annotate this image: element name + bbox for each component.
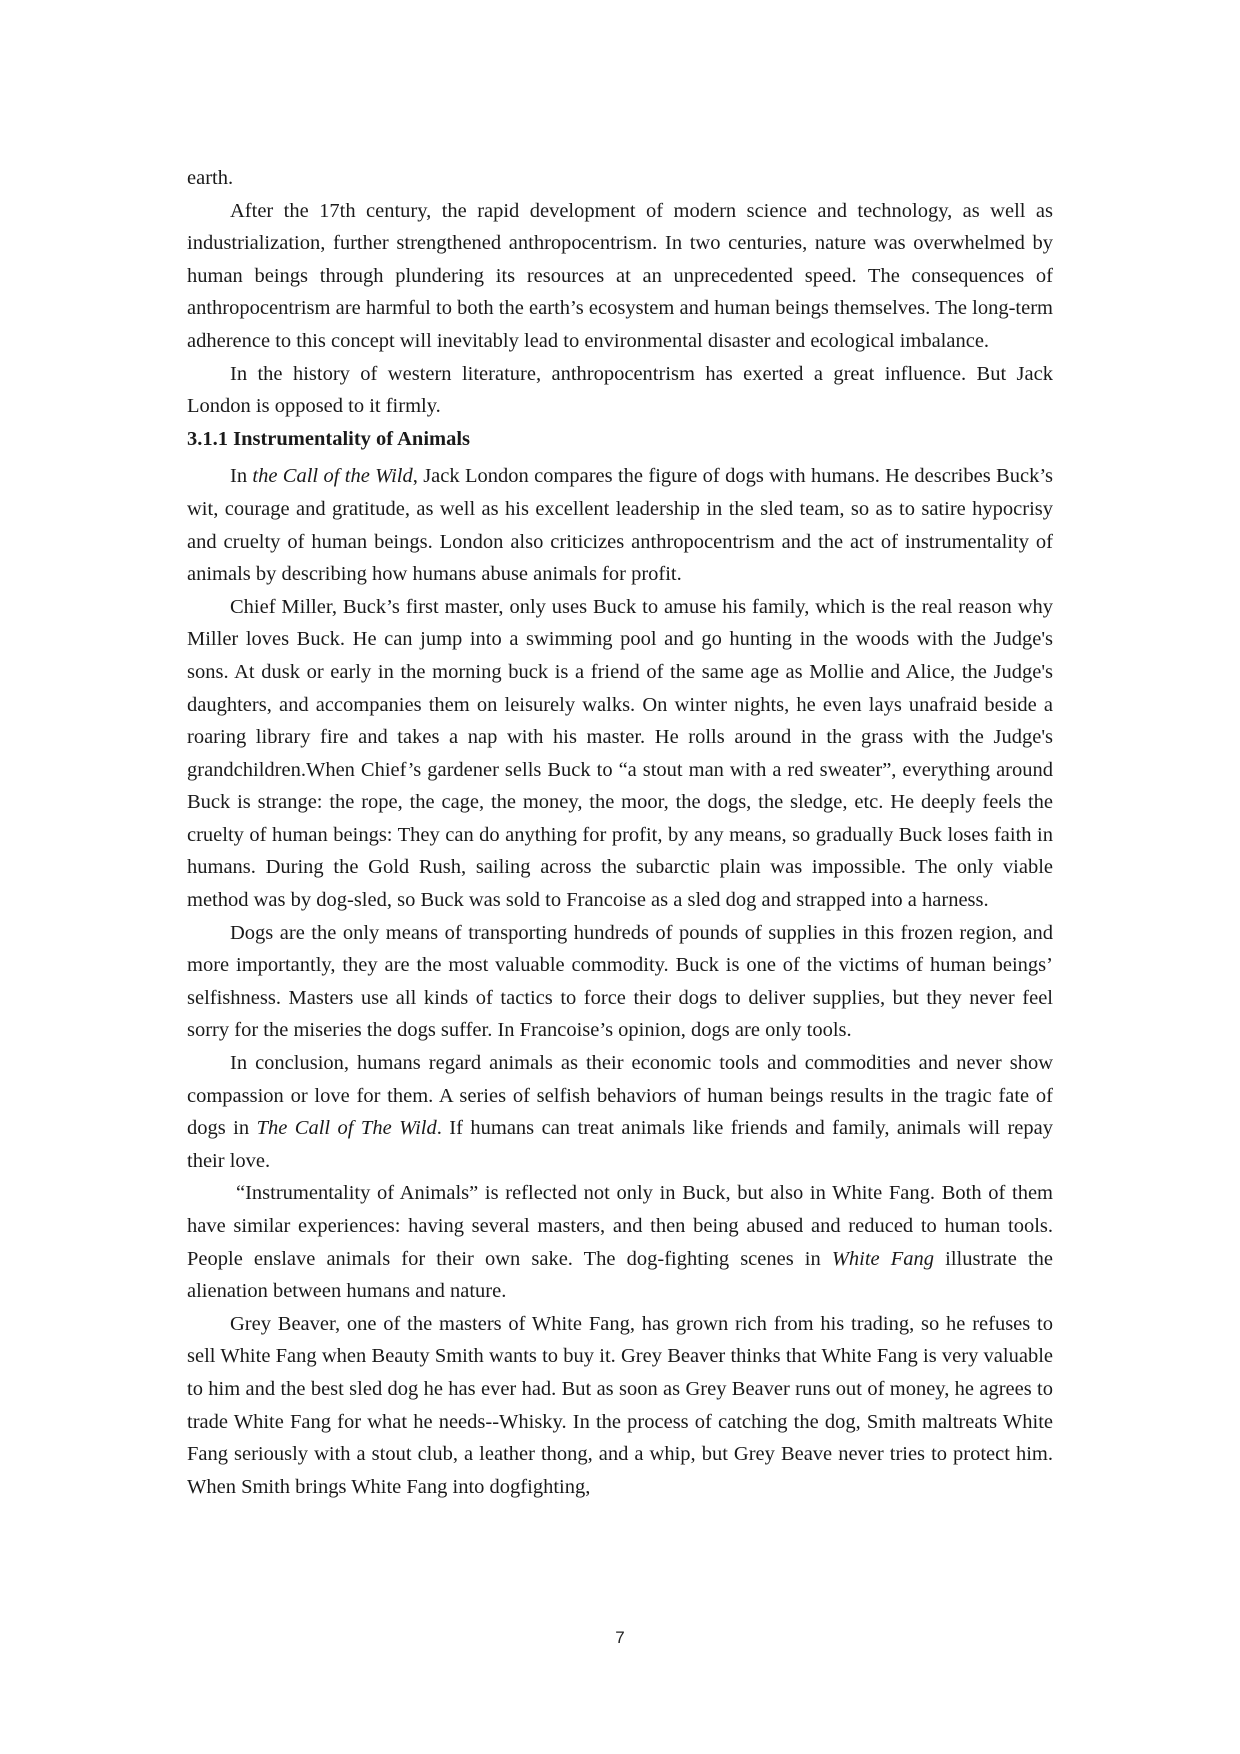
text-run: “Instrumentality of Animals” is reflected not only in Buck, but also in White Fang. Both of them have similar experiences: having several masters, and then being abused and reduced to human tools. People enslave animals for their own sake. The dog-fighting scenes in: [187, 1182, 1053, 1270]
section-heading: 3.1.1 Instrumentality of Animals: [187, 427, 471, 450]
paragraph-conclusion: [187, 1047, 1053, 1177]
paragraph-white-fang-instrumentality: [187, 1177, 1053, 1307]
text-run: . If humans can treat animals like friends and family, animals will repay their love.: [187, 1117, 1053, 1172]
text-run: In: [230, 465, 253, 488]
continuation-line: earth.: [187, 167, 234, 189]
book-title: White Fang: [831, 1247, 935, 1270]
paragraph-grey-beaver: Grey Beaver, one of the masters of White Fang, has grown rich from his trading, so he refuses to sell White Fang when Beauty Smith wants to buy it. Grey Beaver thinks that White Fang is very valuable to him and the best sled dog he has ever had. But as soon as Grey Beaver runs out of money, he agrees to trade White Fang for what he needs--Whisky. In the process of catching the dog, Smith maltreats White Fang seriously with a stout club, a leather thong, and a whip, but Grey Beave never tries to protect him. When Smith brings White Fang into dogfighting,: [187, 1312, 1053, 1498]
body-text: [187, 162, 1053, 1503]
paragraph-chief-miller: Chief Miller, Buck’s first master, only uses Buck to amuse his family, which is the real reason why Miller loves Buck. He can jump into a swimming pool and go hunting in the woods with the Judge's sons. At dusk or early in the morning buck is a friend of the same age as Mollie and Alice, the Judge's daughters, and accompanies them on leisurely walks. On winter nights, he even lays unafraid beside a roaring library fire and takes a nap with his master. He rolls around in the grass with the Judge's grandchildren.When Chief’s gardener sells Buck to “a stout man with a red sweater”, everything around Buck is strange: the rope, the cage, the money, the moor, the dogs, the sledge, etc. He deeply feels the cruelty of human beings: They can do anything for profit, by any means, so gradually Buck loses faith in humans. During the Gold Rush, sailing across the subarctic plain was impossible. The only viable method was by dog-sled, so Buck was sold to Francoise as a sled dog and strapped into a harness.: [187, 595, 1053, 912]
text-run: In conclusion, humans regard animals as their economic tools and commodities and never show compassion or love for them. A series of selfish behaviors of human beings results in the tragic fate of dogs in: [187, 1052, 1053, 1140]
paragraph-western-literature: In the history of western literature, anthropocentrism has exerted a great influence. But Jack London is opposed to it firmly.: [187, 362, 1053, 418]
book-title: The Call of The Wild: [256, 1117, 437, 1140]
page-number: 7: [615, 1628, 625, 1647]
text-run: illustrate the alienation between humans and nature.: [187, 1247, 1053, 1303]
book-title: the Call of the Wild: [252, 465, 413, 488]
paragraph-call-of-the-wild: [187, 460, 1053, 590]
text-run: , Jack London compares the figure of dogs with humans. He describes Buck’s wit, courage and gratitude, as well as his excellent leadership in the sled team, so as to satire hypocrisy and cruelty of human beings. London also criticizes anthropocentrism and the act of instrumentality of animals by describing how humans abuse animals for profit.: [187, 465, 1053, 586]
paragraph-dogs-transport: Dogs are the only means of transporting hundreds of pounds of supplies in this frozen region, and more importantly, they are the most valuable commodity. Buck is one of the victims of human beings’ selfishness. Masters use all kinds of tactics to force their dogs to deliver supplies, but they never feel sorry for the miseries the dogs suffer. In Francoise’s opinion, dogs are only tools.: [187, 921, 1053, 1042]
paragraph-anthropocentrism-history: After the 17th century, the rapid development of modern science and technology, as well as industrialization, further strengthened anthropocentrism. In two centuries, nature was overwhelmed by human beings through plundering its resources at an unprecedented speed. The consequences of anthropocentrism are harmful to both the earth’s ecosystem and human beings themselves. The long-term adherence to this concept will inevitably lead to environmental disaster and ecological imbalance.: [187, 199, 1053, 352]
